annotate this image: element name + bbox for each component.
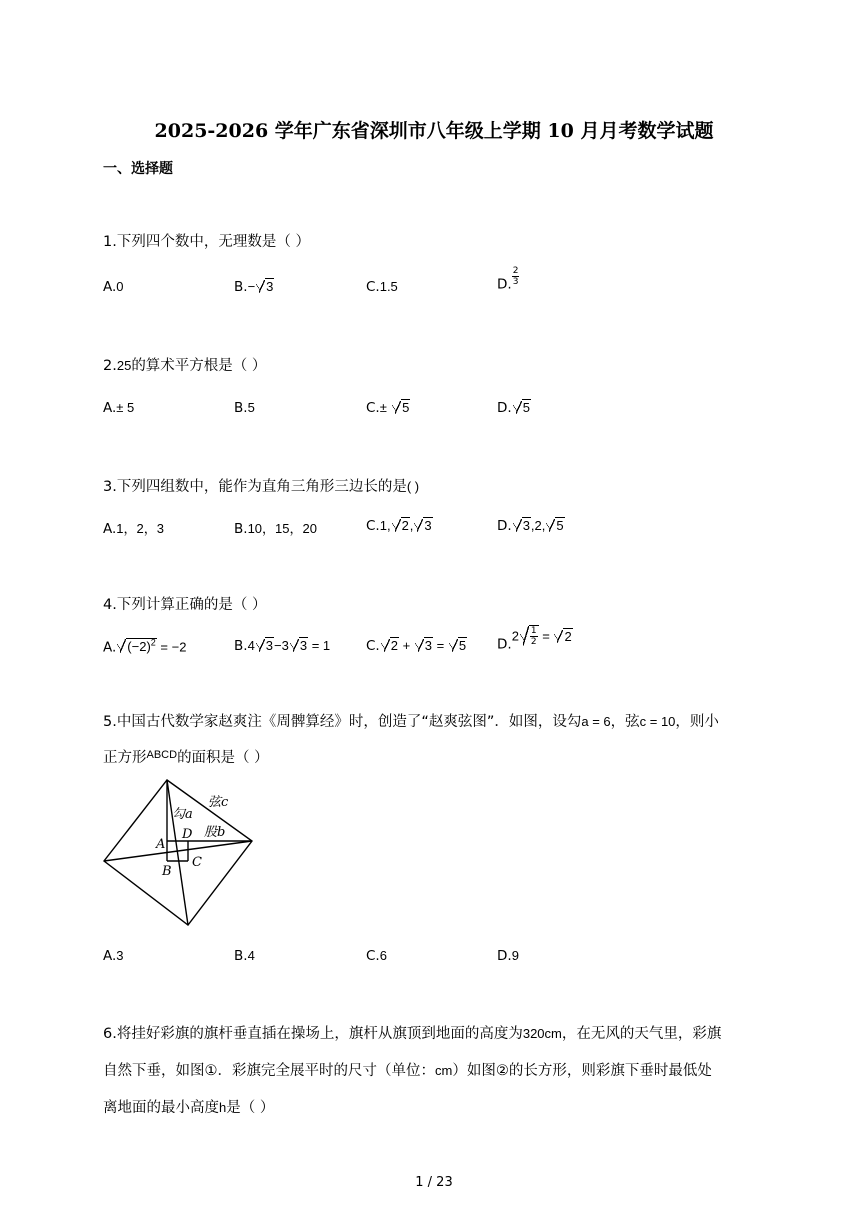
q3-option-c: C.1, 2, 3 [366,518,432,534]
zhao-shuang-diagram [100,778,260,928]
q2-option-d: D. 5 [497,400,530,416]
q5-option-a: A.3 [103,948,124,964]
q3-option-a: A.1，2，3 [103,521,164,537]
sqrt-symbol: 3 [256,279,274,294]
question-6-line3: 离地面的最小高度h是（ ） [103,1100,275,1116]
fraction: $\frac{2}{3}$ [512,266,519,287]
label-b: B [162,864,172,879]
q4-option-d: D.2 $\frac{1}{2}$ = 2 [497,626,572,653]
question-6-line1: 6.将挂好彩旗的旗杆垂直插在操场上，旗杆从旗顶到地面的高度为320cm，在无风的天气里，彩旗 [103,1026,722,1042]
q2-option-a: A.± 5 [103,400,135,416]
page-title: 2025-2026 学年广东省深圳市八年级上学期 10 月月考数学试题 [154,120,714,142]
page-number: 1 / 23 [415,1175,453,1190]
q4-option-b: B.4 3−3 3 = 1 [234,638,331,654]
question-4-stem: 4.下列计算正确的是（ ） [103,597,267,613]
q4-option-c: C. 2 + 3 = 5 [366,638,467,654]
question-2-stem: 2.25的算术平方根是（ ） [103,358,267,374]
label-a: A [156,837,166,852]
label-gu: 股b [204,825,226,840]
q4-option-a: A. $(-2)^2 = -2$ [103,638,187,656]
question-6-line2: 自然下垂，如图①．彩旗完全展平时的尺寸（单位：cm）如图②的长方形，则彩旗下垂时最低处 [103,1063,712,1079]
q5-option-c: C.6 [366,948,387,964]
q2-option-c: C.± 5 [366,400,410,416]
q3-option-b: B.10，15，20 [234,521,317,537]
question-5-stem-line1: 5.中国古代数学家赵爽注《周髀算经》时，创造了“赵爽弦图”．如图，设勾a = 6，弦c = 10，则小 [103,714,719,730]
q1-option-d: D. $\frac{2}{3}$ [497,266,519,293]
label-c: C [192,855,202,870]
question-3-stem: 3.下列四组数中，能作为直角三角形三边长的是( ) [103,479,420,495]
question-1-stem: 1.下列四个数中，无理数是（ ） [103,234,310,250]
q3-option-d: D. 3,2, 5 [497,518,564,534]
q5-option-b: B.4 [234,948,255,964]
q1-option-c: C.1.5 [366,279,398,295]
q1-option-b: B.− 3 [234,279,274,295]
section-heading: 一、选择题 [103,161,173,177]
q2-option-b: B.5 [234,400,255,416]
q5-option-d: D.9 [497,948,519,964]
label-d: D [182,827,193,842]
label-gou: 勾a [172,807,193,822]
q1-option-a: A.0 [103,279,124,295]
question-5-stem-line2: 正方形$^{ABCD}$的面积是（ ） [103,749,269,766]
label-xian: 弦c [208,795,229,810]
